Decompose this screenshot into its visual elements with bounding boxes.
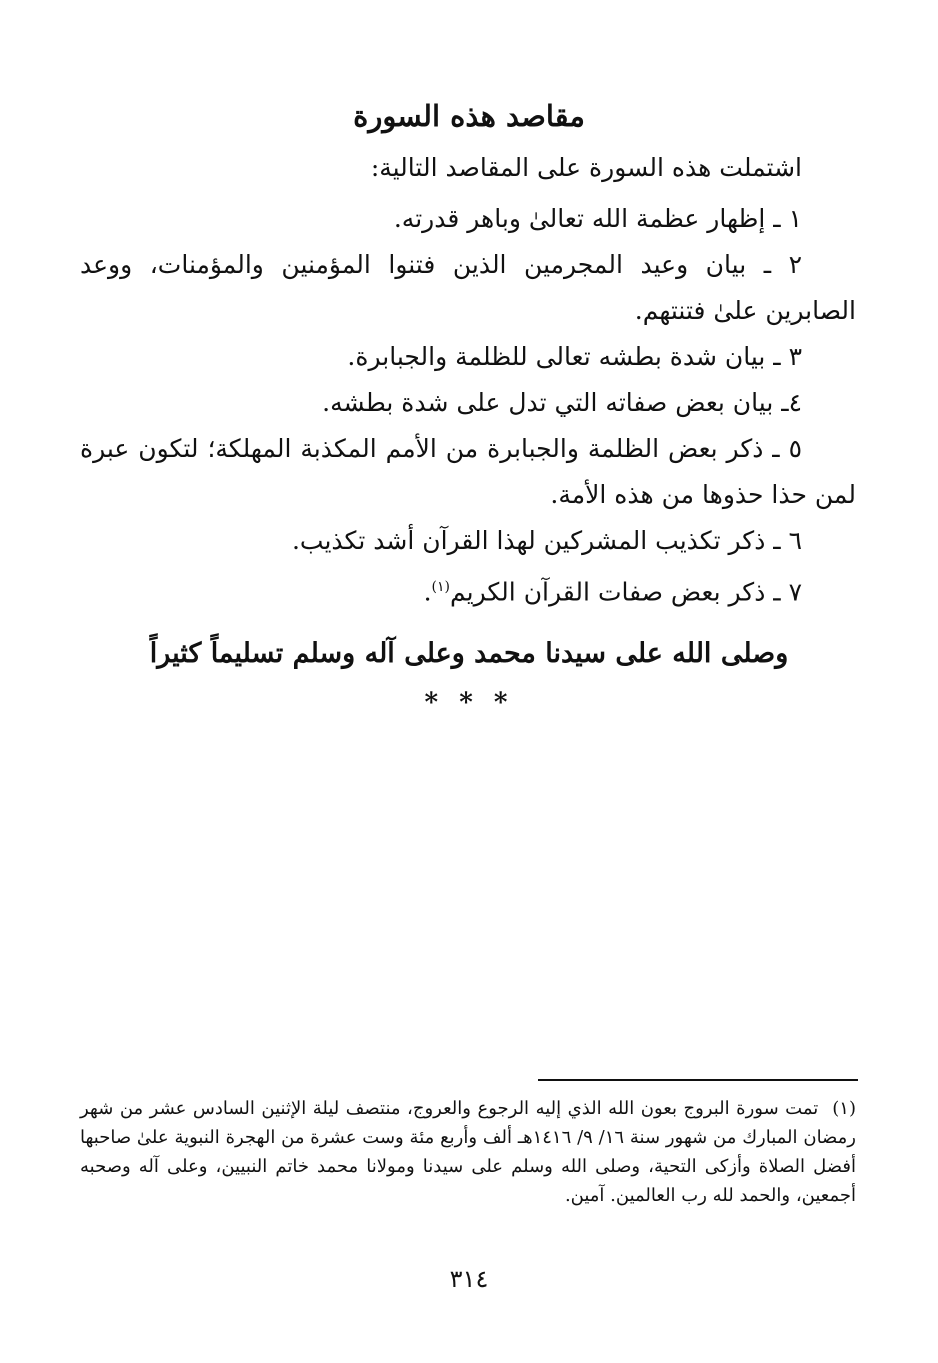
footnote — [80, 1094, 856, 1210]
objective-item-3 — [80, 334, 856, 380]
intro-text: اشتملت هذه السورة على المقاصد التالية: — [370, 153, 802, 182]
footnote-marker: (١) — [832, 1098, 856, 1119]
objective-text: ٤ـ بيان بعض صفاته التي تدل على شدة بطشه. — [322, 388, 802, 417]
objective-text: ٦ ـ ذكر تكذيب المشركين لهذا القرآن أشد تكذيب. — [291, 526, 802, 555]
objective-item-2 — [80, 242, 856, 334]
objective-text: ١ ـ إظهار عظمة الله تعالىٰ وباهر قدرته. — [393, 204, 802, 233]
objective-end-punctuation: . — [423, 577, 432, 607]
objective-item-1 — [80, 196, 856, 242]
footnote-reference[interactable]: (١) — [431, 579, 450, 595]
objective-text: ٣ ـ بيان شدة بطشه تعالى للظلمة والجبابرة. — [347, 342, 802, 371]
objective-item-6 — [80, 518, 856, 564]
objective-text: ٧ ـ ذكر بعض صفات القرآن الكريم — [449, 577, 802, 607]
objective-item-7 — [80, 564, 856, 615]
objective-item-4 — [80, 380, 856, 426]
footnote-divider — [538, 1079, 858, 1081]
objective-text: ٢ ـ بيان وعيد المجرمين الذين فتنوا المؤمنين والمؤمنات، ووعد الصابرين علىٰ فتنتهم. — [80, 250, 856, 325]
page-number: ٣١٤ — [449, 1265, 489, 1293]
page-title: مقاصد هذه السورة — [353, 99, 585, 133]
closing-prayer: وصلى الله على سيدنا محمد وعلى آله وسلم تسليماً كثيراً — [149, 638, 789, 669]
objectives-list — [80, 196, 856, 615]
section-separator: * * * — [424, 688, 514, 718]
footnote-text: تمت سورة البروج بعون الله الذي إليه الرجوع والعروج، منتصف ليلة الإثنين السادس عشر من شهر رمضان المبارك من شهور سنة ١٦/ ٩/ ١٤١٦هـ ألف وأربع مئة وست عشرة من الهجرة النبوية علىٰ صاحبها أفضل الصلاة وأزكى التحية، وصلى الله وسلم على سيدنا ومولانا محمد خاتم النبيين، وعلى آله وصحبه أجمعين، والحمد لله رب العالمين. آمين. — [80, 1098, 857, 1206]
objective-item-5 — [80, 426, 856, 518]
objective-text: ٥ ـ ذكر بعض الظلمة والجبابرة من الأمم المكذبة المهلكة؛ لتكون عبرة لمن حذا حذوها من هذه الأمة. — [80, 434, 856, 509]
